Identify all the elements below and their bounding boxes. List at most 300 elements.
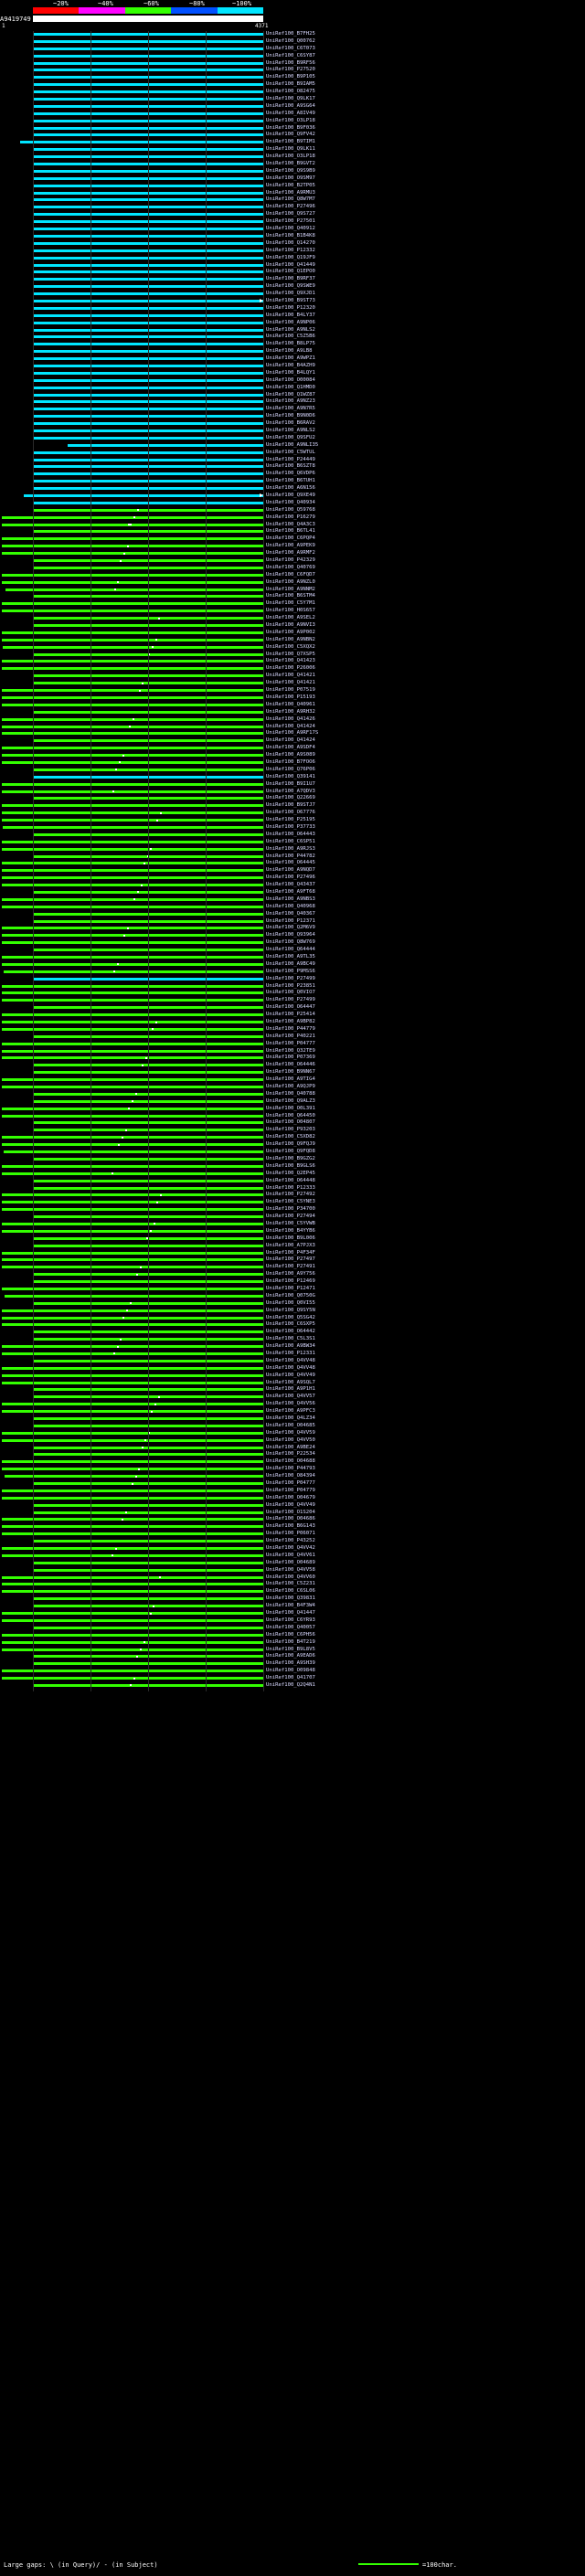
alignment-row[interactable]	[0, 96, 585, 103]
alignment-row[interactable]	[0, 1480, 585, 1488]
subject-id-label[interactable]: UniRef100_P44793	[266, 1466, 315, 1472]
alignment-row[interactable]	[0, 889, 585, 896]
subject-id-label[interactable]: UniRef100_Q43437	[266, 882, 315, 888]
subject-id-label[interactable]: UniRef100_C5Z231	[266, 1581, 315, 1587]
subject-id-label[interactable]: UniRef100_Q40912	[266, 226, 315, 232]
alignment-row[interactable]	[0, 1012, 585, 1019]
alignment-segment[interactable]	[2, 1460, 58, 1463]
alignment-segment[interactable]	[2, 726, 49, 728]
alignment-row[interactable]	[0, 1351, 585, 1358]
subject-id-label[interactable]: UniRef100_Q41447	[266, 1610, 315, 1617]
subject-id-label[interactable]: UniRef100_Q9LK17	[266, 96, 315, 102]
subject-id-label[interactable]: UniRef100_A9Y756	[266, 1271, 315, 1277]
alignment-row[interactable]	[0, 557, 585, 565]
alignment-row[interactable]	[0, 1595, 585, 1603]
alignment-bar[interactable]	[68, 444, 263, 447]
alignment-segment[interactable]	[2, 1634, 66, 1637]
subject-id-label[interactable]: UniRef100_Q9SY5N	[266, 1307, 315, 1313]
alignment-row[interactable]	[0, 839, 585, 846]
alignment-row[interactable]	[0, 543, 585, 550]
alignment-row[interactable]	[0, 1502, 585, 1510]
alignment-row[interactable]	[0, 1675, 585, 1682]
alignment-row[interactable]	[0, 406, 585, 413]
alignment-segment[interactable]	[2, 1374, 62, 1377]
alignment-segment[interactable]	[2, 1208, 34, 1211]
subject-id-label[interactable]: UniRef100_P43252	[266, 1538, 315, 1544]
alignment-row[interactable]	[0, 1243, 585, 1250]
alignment-row[interactable]	[0, 737, 585, 745]
subject-id-label[interactable]: UniRef100_B9L006	[266, 1235, 315, 1241]
subject-id-label[interactable]: UniRef100_P27497	[266, 1256, 315, 1263]
alignment-row[interactable]	[0, 904, 585, 911]
alignment-segment[interactable]	[2, 1352, 33, 1355]
alignment-row[interactable]	[0, 313, 585, 320]
alignment-segment[interactable]	[2, 1193, 61, 1196]
subject-id-label[interactable]: UniRef100_Q0VI55	[266, 1299, 315, 1306]
alignment-row[interactable]	[0, 572, 585, 579]
alignment-row[interactable]	[0, 183, 585, 190]
alignment-row[interactable]	[0, 291, 585, 298]
alignment-row[interactable]	[0, 1660, 585, 1668]
alignment-segment[interactable]	[2, 1165, 54, 1168]
alignment-row[interactable]	[0, 348, 585, 355]
subject-id-label[interactable]: UniRef100_O64443	[266, 831, 315, 837]
subject-id-label[interactable]: UniRef100_B9TIM1	[266, 139, 315, 145]
subject-id-label[interactable]: UniRef100_O04689	[266, 1559, 315, 1565]
subject-id-label[interactable]: UniRef100_Q1HMD0	[266, 384, 315, 390]
subject-id-label[interactable]: UniRef100_B9F036	[266, 124, 315, 131]
alignment-row[interactable]	[0, 1206, 585, 1214]
alignment-row[interactable]	[0, 1647, 585, 1654]
alignment-segment[interactable]	[2, 1367, 69, 1370]
alignment-segment[interactable]	[2, 783, 52, 786]
subject-id-label[interactable]: UniRef100_Q4VV49	[266, 1501, 315, 1508]
subject-id-label[interactable]: UniRef100_A9SDF4	[266, 745, 315, 751]
subject-id-label[interactable]: UniRef100_Q0750G	[266, 1292, 315, 1299]
alignment-row[interactable]	[0, 1048, 585, 1055]
alignment-row[interactable]	[0, 969, 585, 976]
alignment-row[interactable]	[0, 1423, 585, 1430]
subject-id-label[interactable]: UniRef100_Q4VV42	[266, 1545, 315, 1552]
alignment-segment[interactable]	[2, 1258, 43, 1261]
alignment-segment[interactable]	[2, 1108, 51, 1110]
subject-id-label[interactable]: UniRef100_Q8W769	[266, 939, 315, 946]
alignment-segment[interactable]	[2, 841, 54, 843]
alignment-segment[interactable]	[2, 761, 37, 764]
alignment-row[interactable]	[0, 1256, 585, 1264]
alignment-row[interactable]	[0, 1141, 585, 1149]
alignment-segment[interactable]	[2, 1518, 61, 1521]
subject-id-label[interactable]: UniRef100_Q64450	[266, 1112, 315, 1118]
alignment-segment[interactable]	[2, 862, 69, 864]
subject-id-label[interactable]: UniRef100_P25414	[266, 1012, 315, 1018]
alignment-row[interactable]	[0, 824, 585, 832]
subject-id-label[interactable]: UniRef100_P25195	[266, 817, 315, 823]
subject-id-label[interactable]: UniRef100_Q41707	[266, 1675, 315, 1681]
subject-id-label[interactable]: UniRef100_C5XD82	[266, 1134, 315, 1140]
alignment-row[interactable]	[0, 1163, 585, 1171]
alignment-row[interactable]	[0, 1041, 585, 1048]
alignment-segment[interactable]	[2, 1525, 54, 1528]
subject-id-label[interactable]: UniRef100_B9RF56	[266, 59, 315, 66]
subject-id-label[interactable]: UniRef100_C6SP51	[266, 838, 315, 844]
alignment-row[interactable]	[0, 1430, 585, 1437]
alignment-segment[interactable]	[2, 574, 58, 577]
alignment-row[interactable]	[0, 1632, 585, 1639]
alignment-row[interactable]	[0, 702, 585, 709]
subject-id-label[interactable]: UniRef100_C6YR93	[266, 1617, 315, 1623]
subject-id-label[interactable]: UniRef100_A9NP06	[266, 319, 315, 325]
subject-id-label[interactable]: UniRef100_Q8W7M7	[266, 196, 315, 203]
alignment-row[interactable]	[0, 363, 585, 370]
alignment-segment[interactable]	[2, 1345, 54, 1348]
alignment-row[interactable]	[0, 810, 585, 817]
alignment-segment[interactable]	[2, 610, 45, 612]
subject-id-label[interactable]: UniRef100_Q59768	[266, 506, 315, 513]
alignment-row[interactable]	[0, 1581, 585, 1588]
subject-id-label[interactable]: UniRef100_Q1WZ87	[266, 391, 315, 398]
subject-id-label[interactable]: UniRef100_C5L3S1	[266, 1336, 315, 1342]
alignment-segment[interactable]	[2, 876, 41, 879]
alignment-row[interactable]	[0, 1019, 585, 1026]
alignment-row[interactable]	[0, 644, 585, 652]
alignment-segment[interactable]	[2, 804, 67, 807]
alignment-row[interactable]	[0, 269, 585, 276]
alignment-row[interactable]	[0, 789, 585, 796]
alignment-segment[interactable]	[2, 1410, 36, 1413]
alignment-row[interactable]	[0, 377, 585, 385]
subject-id-label[interactable]: UniRef100_C6SY87	[266, 52, 315, 58]
alignment-row[interactable]	[0, 1069, 585, 1076]
alignment-segment[interactable]	[4, 1150, 33, 1153]
subject-id-label[interactable]: UniRef100_O64447	[266, 1004, 315, 1011]
subject-id-label[interactable]: UniRef100_C5Y7M1	[266, 600, 315, 607]
subject-id-label[interactable]: UniRef100_O84394	[266, 1473, 315, 1479]
alignment-segment[interactable]	[2, 934, 44, 937]
alignment-row[interactable]	[0, 896, 585, 904]
alignment-row[interactable]	[0, 637, 585, 644]
alignment-row[interactable]	[0, 1119, 585, 1127]
alignment-row[interactable]	[0, 1653, 585, 1660]
alignment-row[interactable]	[0, 1516, 585, 1523]
alignment-row[interactable]	[0, 954, 585, 961]
alignment-row[interactable]	[0, 932, 585, 939]
subject-id-label[interactable]: UniRef100_Q9FQD8	[266, 1149, 315, 1155]
subject-id-label[interactable]: UniRef100_P44779	[266, 1025, 315, 1032]
alignment-row[interactable]	[0, 1004, 585, 1012]
alignment-segment[interactable]	[2, 1403, 56, 1405]
alignment-row[interactable]	[0, 161, 585, 168]
alignment-segment[interactable]	[2, 718, 70, 721]
subject-id-label[interactable]: UniRef100_C6T073	[266, 45, 315, 51]
subject-id-label[interactable]: UniRef100_Q93964	[266, 932, 315, 938]
subject-id-label[interactable]: UniRef100_A9SQL7	[266, 1379, 315, 1385]
alignment-row[interactable]	[0, 46, 585, 53]
alignment-row[interactable]	[0, 146, 585, 154]
subject-id-label[interactable]: UniRef100_Q40057	[266, 1624, 315, 1630]
alignment-segment[interactable]	[2, 985, 68, 988]
alignment-segment[interactable]	[2, 1028, 34, 1031]
alignment-row[interactable]	[0, 535, 585, 543]
alignment-row[interactable]	[0, 1386, 585, 1394]
alignment-row[interactable]	[0, 1091, 585, 1098]
alignment-row[interactable]	[0, 327, 585, 334]
alignment-row[interactable]	[0, 1510, 585, 1517]
alignment-row[interactable]	[0, 709, 585, 716]
alignment-segment[interactable]	[2, 1201, 41, 1203]
alignment-segment[interactable]	[2, 790, 45, 793]
subject-id-label[interactable]: UniRef100_A9N7R5	[266, 406, 315, 412]
alignment-row[interactable]	[0, 507, 585, 514]
subject-id-label[interactable]: UniRef100_A9RJS3	[266, 845, 315, 852]
alignment-segment[interactable]	[2, 1056, 42, 1059]
alignment-row[interactable]	[0, 370, 585, 377]
alignment-row[interactable]	[0, 694, 585, 702]
alignment-segment[interactable]	[2, 537, 70, 540]
alignment-row[interactable]	[0, 485, 585, 493]
subject-id-label[interactable]: UniRef100_B6TUH1	[266, 478, 315, 484]
alignment-row[interactable]	[0, 565, 585, 572]
subject-id-label[interactable]: UniRef100_B4T219	[266, 1638, 315, 1645]
alignment-row[interactable]	[0, 983, 585, 991]
alignment-row[interactable]	[0, 528, 585, 535]
subject-id-label[interactable]: UniRef100_P12320	[266, 304, 315, 311]
alignment-row[interactable]	[0, 1365, 585, 1373]
alignment-segment[interactable]	[2, 1309, 67, 1312]
subject-id-label[interactable]: UniRef100_Q4VV57	[266, 1394, 315, 1400]
alignment-row[interactable]	[0, 1567, 585, 1574]
alignment-row[interactable]	[0, 428, 585, 435]
subject-id-label[interactable]: UniRef100_B1B4K8	[266, 232, 315, 239]
subject-id-label[interactable]: UniRef100_C5Z5B6	[266, 334, 315, 340]
subject-id-label[interactable]: UniRef100_A9BE24	[266, 1444, 315, 1450]
subject-id-label[interactable]: UniRef100_P12332	[266, 247, 315, 253]
alignment-row[interactable]	[0, 1264, 585, 1271]
alignment-row[interactable]	[0, 1250, 585, 1257]
alignment-row[interactable]	[0, 1329, 585, 1336]
alignment-row[interactable]	[0, 579, 585, 587]
alignment-row[interactable]	[0, 514, 585, 522]
subject-id-label[interactable]: UniRef100_B8LP75	[266, 341, 315, 347]
alignment-row[interactable]	[0, 67, 585, 74]
alignment-segment[interactable]	[2, 581, 50, 584]
subject-id-label[interactable]: UniRef100_Q32TE9	[266, 1047, 315, 1054]
alignment-row[interactable]	[0, 1617, 585, 1625]
alignment-segment[interactable]	[2, 898, 57, 901]
alignment-row[interactable]	[0, 1437, 585, 1445]
alignment-segment[interactable]	[2, 696, 55, 699]
subject-id-label[interactable]: UniRef100_Q2M6V9	[266, 925, 315, 931]
alignment-row[interactable]	[0, 1113, 585, 1120]
subject-id-label[interactable]: UniRef100_B6SZT8	[266, 463, 315, 470]
subject-id-label[interactable]: UniRef100_Q2EP45	[266, 1170, 315, 1176]
alignment-segment[interactable]	[2, 552, 42, 555]
alignment-row[interactable]	[0, 74, 585, 81]
subject-id-label[interactable]: UniRef100_Q9LK11	[266, 146, 315, 153]
subject-id-label[interactable]: UniRef100_A8IV49	[266, 110, 315, 116]
alignment-row[interactable]	[0, 218, 585, 226]
alignment-row[interactable]	[0, 1127, 585, 1134]
alignment-segment[interactable]	[2, 906, 49, 908]
alignment-segment[interactable]	[2, 1619, 44, 1622]
subject-id-label[interactable]: UniRef100_C5YVWB	[266, 1220, 315, 1226]
alignment-row[interactable]	[0, 89, 585, 96]
alignment-row[interactable]	[0, 1098, 585, 1106]
alignment-segment[interactable]	[2, 1612, 50, 1615]
subject-id-label[interactable]: UniRef100_O3LP18	[266, 117, 315, 123]
alignment-row[interactable]	[0, 118, 585, 125]
subject-id-label[interactable]: UniRef100_P27491	[266, 1264, 315, 1270]
alignment-row[interactable]	[0, 1394, 585, 1401]
alignment-row[interactable]	[0, 832, 585, 839]
alignment-segment[interactable]	[3, 646, 33, 649]
alignment-row[interactable]	[0, 283, 585, 291]
alignment-segment[interactable]	[2, 848, 48, 851]
subject-id-label[interactable]: UniRef100_Q64444	[266, 947, 315, 953]
alignment-row[interactable]	[0, 1639, 585, 1647]
subject-id-label[interactable]: UniRef100_Q41421	[266, 680, 315, 686]
subject-id-label[interactable]: UniRef100_C6SXP5	[266, 1321, 315, 1328]
subject-id-label[interactable]: UniRef100_A9TL35	[266, 954, 315, 959]
alignment-segment[interactable]	[2, 524, 34, 526]
alignment-segment[interactable]	[2, 941, 37, 944]
alignment-row[interactable]	[0, 652, 585, 659]
subject-id-label[interactable]: UniRef100_P27520	[266, 67, 315, 73]
subject-id-label[interactable]: UniRef100_B6TL41	[266, 528, 315, 535]
alignment-row[interactable]	[0, 1560, 585, 1567]
alignment-segment[interactable]	[2, 754, 58, 757]
alignment-segment[interactable]	[2, 1021, 55, 1023]
subject-id-label[interactable]: UniRef100_P27494	[266, 1214, 315, 1220]
alignment-row[interactable]	[0, 1149, 585, 1156]
alignment-row[interactable]	[0, 853, 585, 861]
alignment-row[interactable]	[0, 204, 585, 211]
alignment-segment[interactable]	[2, 1532, 33, 1535]
alignment-row[interactable]	[0, 860, 585, 867]
alignment-row[interactable]	[0, 673, 585, 680]
alignment-row[interactable]	[0, 939, 585, 947]
subject-id-label[interactable]: UniRef100_B9GLS6	[266, 1162, 315, 1169]
subject-id-label[interactable]: UniRef100_B9N0D6	[266, 413, 315, 419]
subject-id-label[interactable]: UniRef100_Q4VV48	[266, 1357, 315, 1363]
subject-id-label[interactable]: UniRef100_Q14270	[266, 239, 315, 246]
subject-id-label[interactable]: UniRef100_P24449	[266, 456, 315, 462]
alignment-row[interactable]	[0, 918, 585, 926]
alignment-row[interactable]	[0, 1545, 585, 1553]
alignment-row[interactable]	[0, 1235, 585, 1243]
alignment-row[interactable]	[0, 716, 585, 724]
alignment-row[interactable]	[0, 1488, 585, 1495]
subject-id-label[interactable]: UniRef100_B9P105	[266, 74, 315, 80]
alignment-segment[interactable]	[2, 1050, 48, 1053]
subject-id-label[interactable]: UniRef100_P26006	[266, 665, 315, 672]
subject-id-label[interactable]: UniRef100_A9NVI3	[266, 622, 315, 629]
subject-id-label[interactable]: UniRef100_O04679	[266, 1494, 315, 1500]
alignment-row[interactable]	[0, 687, 585, 694]
alignment-row[interactable]	[0, 190, 585, 197]
alignment-segment[interactable]	[2, 1677, 46, 1680]
alignment-row[interactable]	[0, 139, 585, 146]
alignment-row[interactable]	[0, 1192, 585, 1199]
subject-id-label[interactable]: UniRef100_A9BC49	[266, 960, 315, 967]
subject-id-label[interactable]: UniRef100_B9IAM5	[266, 81, 315, 88]
subject-id-label[interactable]: UniRef100_O64442	[266, 1329, 315, 1335]
alignment-row[interactable]	[0, 442, 585, 450]
alignment-row[interactable]	[0, 1466, 585, 1473]
subject-id-label[interactable]: UniRef100_A7PJX3	[266, 1242, 315, 1248]
alignment-row[interactable]	[0, 1373, 585, 1380]
alignment-row[interactable]	[0, 435, 585, 442]
subject-id-label[interactable]: UniRef100_Q41424	[266, 723, 315, 729]
subject-id-label[interactable]: UniRef100_Q9XE49	[266, 493, 315, 498]
alignment-row[interactable]	[0, 947, 585, 954]
alignment-row[interactable]	[0, 1076, 585, 1084]
alignment-row[interactable]	[0, 1315, 585, 1322]
subject-id-label[interactable]: UniRef100_P23851	[266, 982, 315, 989]
subject-id-label[interactable]: UniRef100_A9NLS2	[266, 326, 315, 333]
subject-id-label[interactable]: UniRef100_P04777	[266, 1480, 315, 1487]
subject-id-label[interactable]: UniRef100_O67776	[266, 810, 315, 816]
subject-id-label[interactable]: UniRef100_B9L8V5	[266, 1646, 315, 1652]
alignment-row[interactable]	[0, 846, 585, 853]
subject-id-label[interactable]: UniRef100_A9NZ23	[266, 398, 315, 405]
alignment-segment[interactable]	[2, 1547, 69, 1550]
subject-id-label[interactable]: UniRef100_B9ST73	[266, 297, 315, 303]
subject-id-label[interactable]: UniRef100_Q40961	[266, 701, 315, 707]
alignment-row[interactable]	[0, 882, 585, 889]
alignment-row[interactable]	[0, 1034, 585, 1041]
subject-id-label[interactable]: UniRef100_A9WPZ1	[266, 355, 315, 362]
alignment-row[interactable]	[0, 1538, 585, 1545]
subject-id-label[interactable]: UniRef100_P15193	[266, 694, 315, 700]
subject-id-label[interactable]: UniRef100_A9P1H1	[266, 1386, 315, 1393]
subject-id-label[interactable]: UniRef100_O3LP18	[266, 154, 315, 160]
subject-id-label[interactable]: UniRef100_Q4VV56	[266, 1401, 315, 1407]
subject-id-label[interactable]: UniRef100_Q4LZ34	[266, 1415, 315, 1421]
alignment-segment[interactable]	[2, 1497, 46, 1500]
subject-id-label[interactable]: UniRef100_Q4VV48	[266, 1364, 315, 1371]
subject-id-label[interactable]: UniRef100_A9NQD7	[266, 867, 315, 874]
alignment-row[interactable]	[0, 1603, 585, 1610]
subject-id-label[interactable]: UniRef100_P12469	[266, 1278, 315, 1285]
alignment-row[interactable]	[0, 248, 585, 255]
alignment-row[interactable]	[0, 154, 585, 161]
subject-id-label[interactable]: UniRef100_O9SM97	[266, 175, 315, 181]
alignment-row[interactable]	[0, 1445, 585, 1452]
alignment-row[interactable]	[0, 630, 585, 637]
subject-id-label[interactable]: UniRef100_Q39831	[266, 1595, 315, 1602]
subject-id-label[interactable]: UniRef100_A9SG64	[266, 102, 315, 109]
subject-id-label[interactable]: UniRef100_Q39141	[266, 773, 315, 779]
subject-id-label[interactable]: UniRef100_O04686	[266, 1516, 315, 1522]
subject-id-label[interactable]: UniRef100_Q4VV49	[266, 1372, 315, 1378]
alignment-bar[interactable]	[20, 141, 263, 143]
subject-id-label[interactable]: UniRef100_P37733	[266, 823, 315, 830]
alignment-row[interactable]	[0, 103, 585, 111]
alignment-row[interactable]	[0, 132, 585, 139]
subject-id-label[interactable]: UniRef100_B9STJ7	[266, 802, 315, 809]
alignment-row[interactable]	[0, 745, 585, 752]
alignment-row[interactable]	[0, 355, 585, 363]
subject-id-label[interactable]: UniRef100_B4F3W4	[266, 1603, 315, 1609]
subject-id-label[interactable]: UniRef100_A9BW34	[266, 1343, 315, 1350]
alignment-row[interactable]	[0, 802, 585, 810]
alignment-row[interactable]	[0, 1380, 585, 1387]
subject-id-label[interactable]: UniRef100_P04779	[266, 1487, 315, 1493]
subject-id-label[interactable]: UniRef100_C6FQD7	[266, 571, 315, 578]
alignment-row[interactable]	[0, 1300, 585, 1308]
alignment-row[interactable]	[0, 1185, 585, 1193]
